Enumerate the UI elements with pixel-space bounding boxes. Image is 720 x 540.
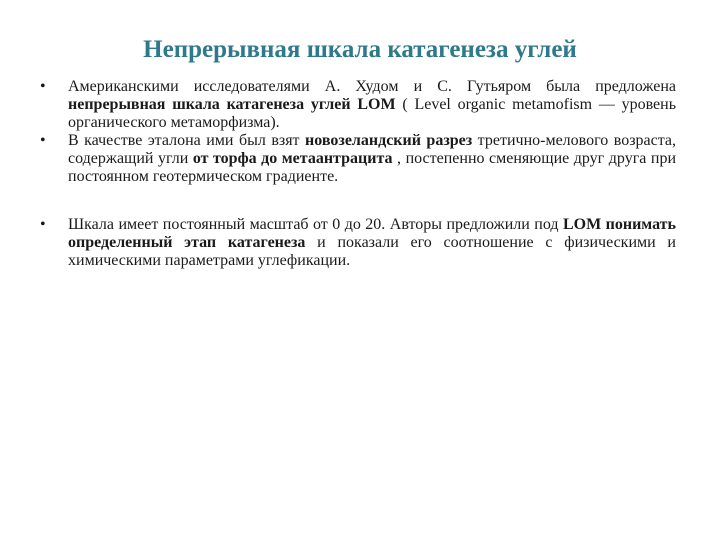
bullet-dot: •: [40, 216, 46, 233]
item-3-text-1: Шкала имеет постоянный масштаб от 0 до 20. Авторы предложили под: [68, 216, 563, 233]
item-2-text-2: третично-мелового возраста, содержащий угли: [68, 132, 677, 167]
item-2-bold-1: новозеландский разрез: [305, 132, 473, 149]
bullet-dot: •: [40, 132, 46, 149]
item-1-text-1: Американскими исследователями А. Худом и С. Гутьяром была предложена: [68, 78, 676, 95]
bullet-item-2: [36, 132, 676, 186]
item-2-text-1: В качестве эталона ими был взят: [68, 132, 306, 149]
item-3-bold-1: LOM понимать определенный этап катагенеза: [68, 216, 676, 251]
item-2-bold-2: от торфа до метаантрацита: [192, 150, 393, 167]
bullet-item-1: [36, 78, 676, 132]
bullet-list: [36, 78, 676, 270]
item-1-text-2: ( Level organic metamofism — уровень органического метаморфизма).: [68, 96, 677, 131]
item-1-bold-1: непрерывная шкала катагенеза углей LOM: [68, 96, 396, 113]
item-3-text-2: и показали его соотношение с физическими и химическими параметрами углефикации.: [68, 234, 676, 269]
bullet-dot: •: [40, 78, 46, 95]
bullet-item-3: [36, 216, 676, 270]
slide-title: Непрерывная шкала катагенеза углей: [143, 36, 577, 63]
item-2-text-3: , постепенно сменяющие друг друга при постоянном геотермическом градиенте.: [68, 150, 677, 185]
